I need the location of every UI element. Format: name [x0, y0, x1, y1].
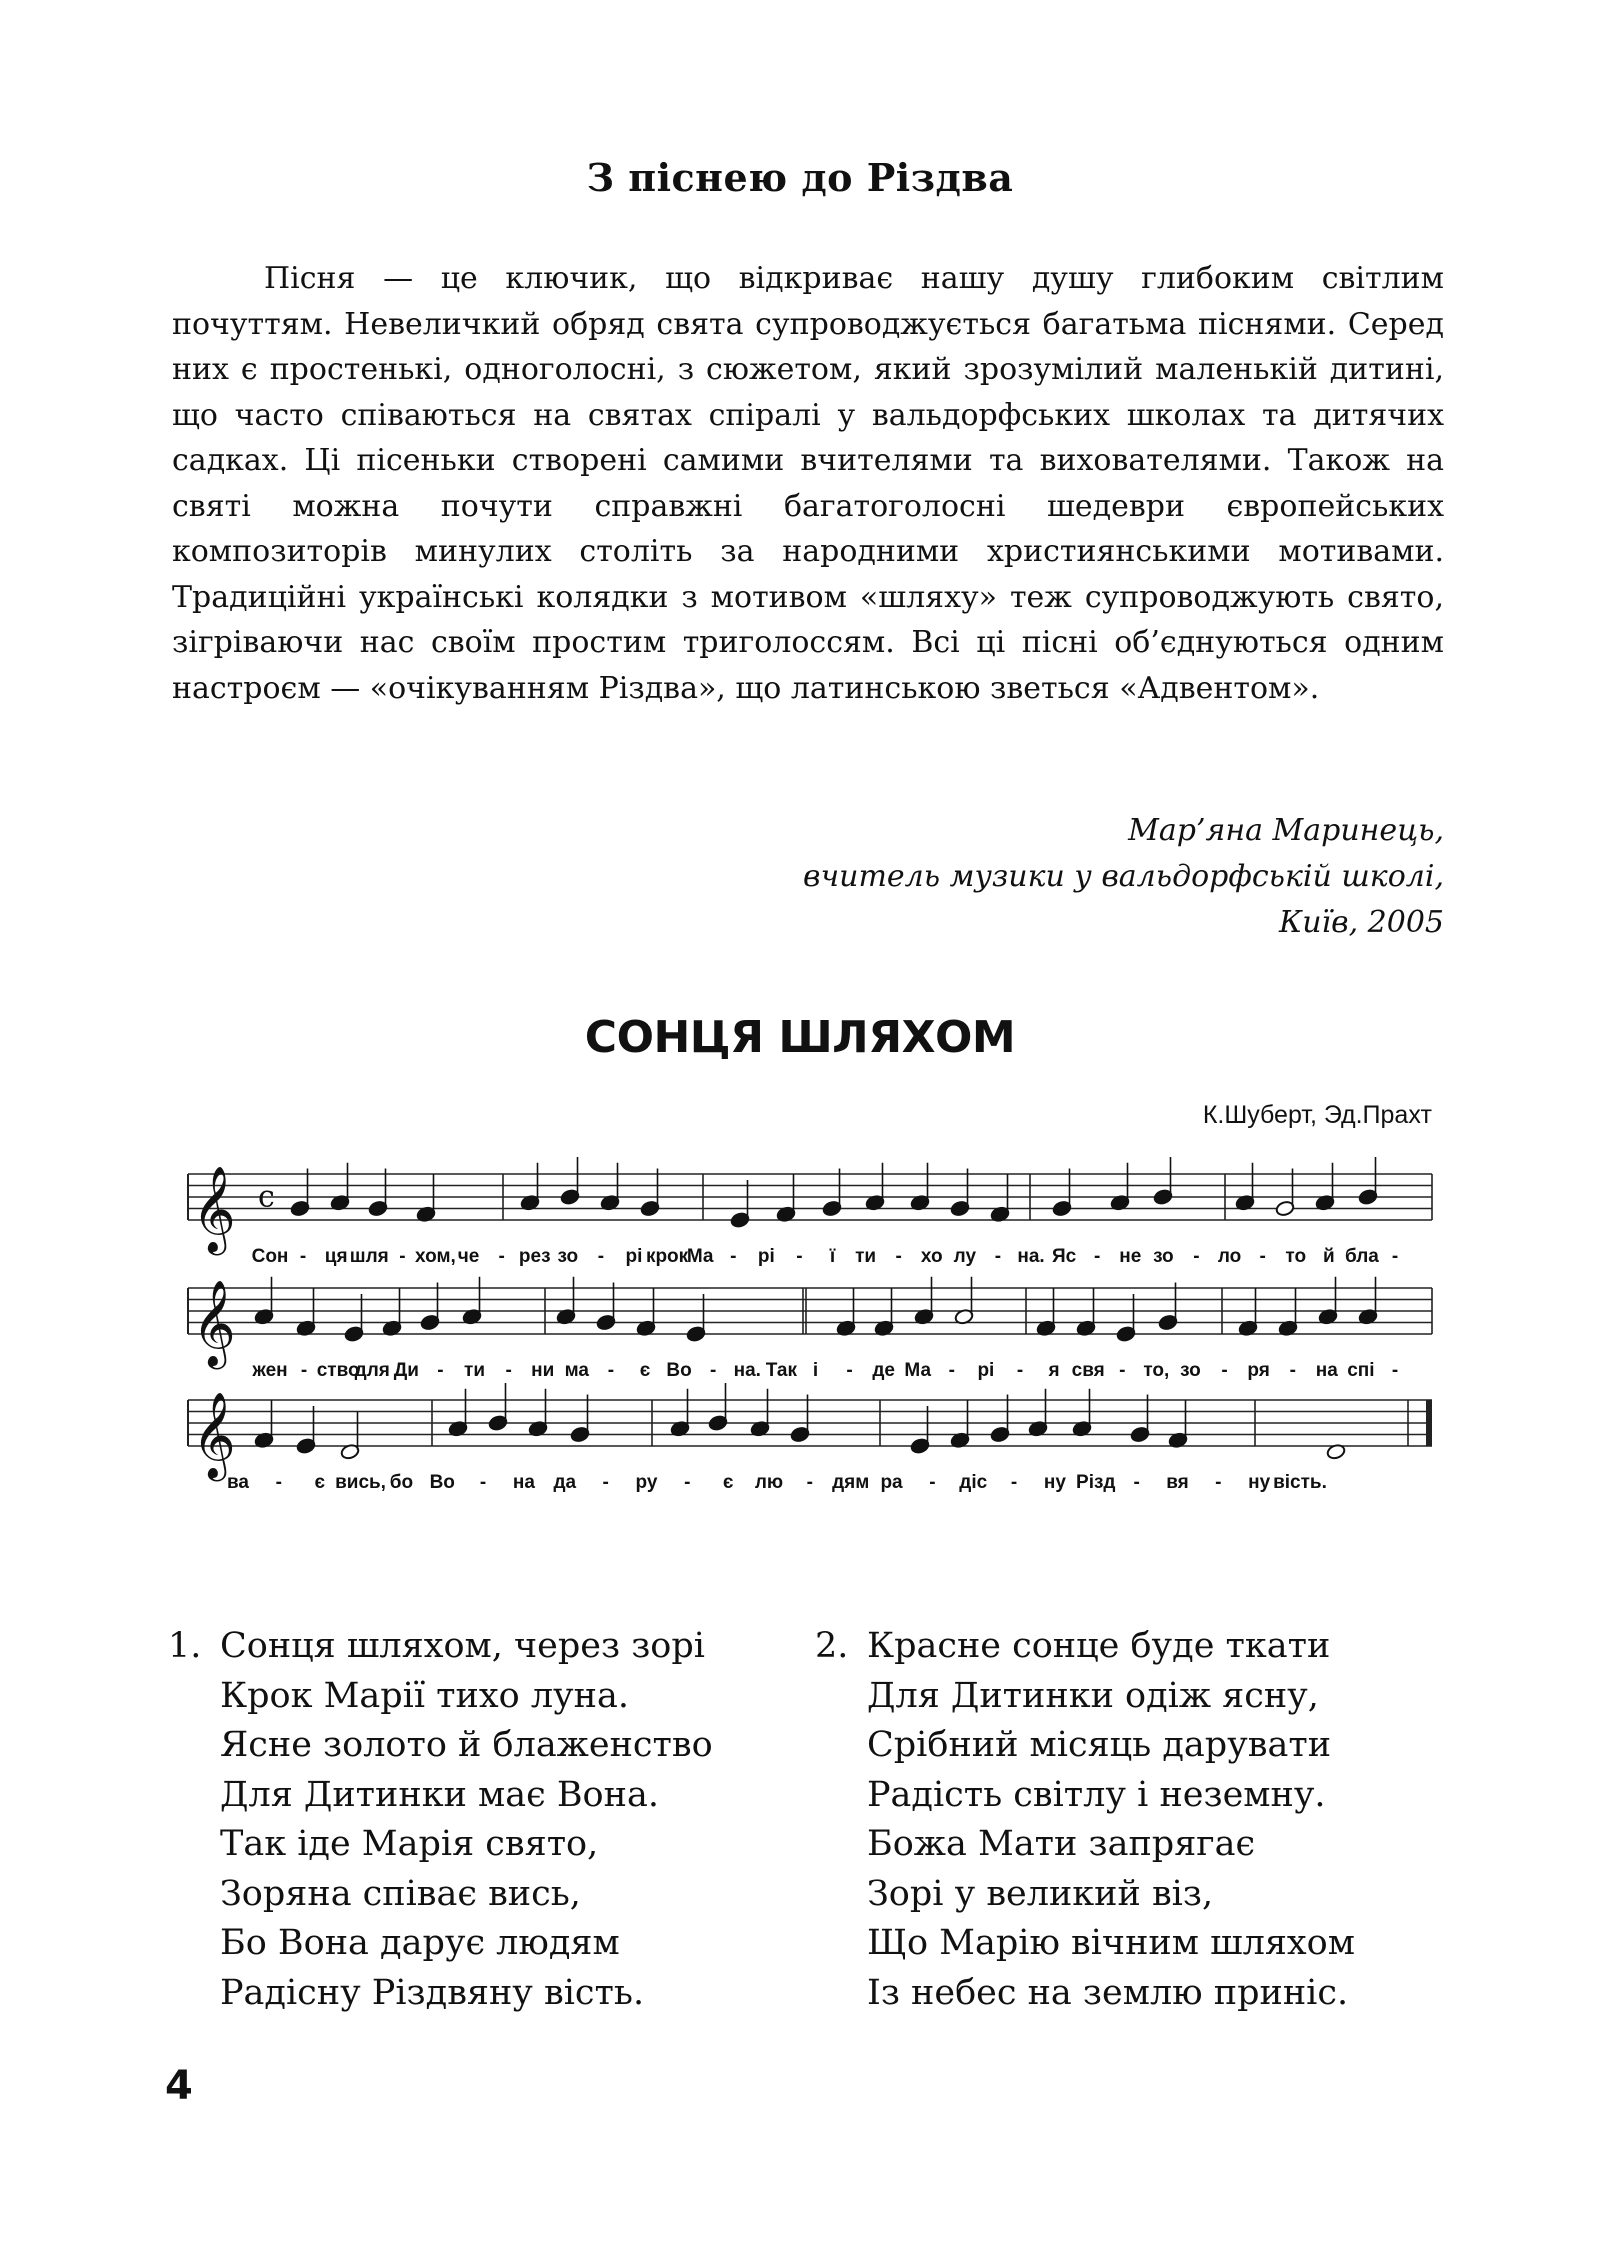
lyric-syllable: - — [1133, 1472, 1140, 1493]
intro-paragraph: Пісня — це ключик, що відкриває нашу душу глибоким світлим почуттям. Невеличкий обряд свята супроводжується багатьма піснями. Серед них є простенькі, одноголосні, з сюжетом, який зрозумілий маленькій дитині, що часто співаються на святах спіралі у вальдорфських школах та дитячих садках. Ці пісеньки створені самими вчителями та вихователями. Також на святі можна почути справжні багатоголосні шедеври європейських композиторів минулих століть за народними християнськими мотивами. Традиційні українські колядки з мотивом «шляху» теж супроводжують свято, зігріваючи нас своїм простим триголоссям. Всі ці пісні об’єднуються одним настроєм — «очікуванням Різдва», що латинською зветься «Адвентом». — [172, 261, 1444, 706]
lyric-syllable: - — [479, 1472, 487, 1493]
lyric-syllable: зо — [1180, 1360, 1201, 1381]
verse-line-text: Так іде Марія свято, — [220, 1824, 599, 1864]
lyric-syllable: - — [1215, 1472, 1222, 1493]
lyric-syllable: - — [597, 1246, 605, 1267]
lyric-syllable: - — [846, 1360, 853, 1381]
verse-line — [168, 1820, 713, 1870]
lyric-syllable: я — [1048, 1360, 1060, 1381]
lyric-syllable: ця — [324, 1246, 348, 1267]
lyric-syllable: лу — [953, 1246, 977, 1267]
lyric-syllable: - — [1259, 1246, 1266, 1267]
lyric-syllable: - — [1016, 1360, 1024, 1381]
verse-line — [168, 1919, 713, 1969]
verse-line-text: Крок Марії тихо луна. — [220, 1675, 629, 1716]
lyric-syllable: вість. — [1273, 1472, 1327, 1493]
lyric-syllable: хом, — [415, 1246, 456, 1267]
lyric-syllable: й — [1322, 1246, 1335, 1267]
lyric-syllable: вись, — [335, 1472, 386, 1493]
lyric-syllable: - — [796, 1246, 803, 1267]
score-staves — [188, 1157, 1432, 1493]
verse-line-text: Бо Вона дарує людям — [220, 1923, 620, 1963]
verse-line-text: Ясне золото й блаженство — [220, 1725, 713, 1765]
lyric-syllable: Ма — [686, 1246, 714, 1267]
lyric-syllable: - — [1221, 1360, 1228, 1381]
lyric-syllable: для — [354, 1360, 390, 1381]
verse-line-text: Що Марію вічним шляхом — [867, 1923, 1355, 1963]
author-name: Мар’яна Маринець, — [1128, 813, 1444, 848]
lyric-syllable: де — [872, 1360, 895, 1381]
time-signature: c — [258, 1179, 275, 1215]
lyric-syllable: ра — [880, 1472, 903, 1493]
lyric-syllable: - — [1119, 1360, 1126, 1381]
lyric-syllable: на — [1315, 1360, 1338, 1381]
verse-line — [168, 1672, 713, 1722]
verse-line-text: Срібний місяць дарувати — [867, 1725, 1332, 1765]
lyric-syllable: ство — [316, 1360, 360, 1381]
lyric-syllable: крок — [645, 1246, 689, 1267]
verse-line — [815, 1721, 1355, 1771]
lyric-syllable: ї — [829, 1246, 836, 1267]
lyric-syllable: жен — [252, 1360, 288, 1381]
verse-line — [168, 1870, 713, 1920]
lyric-syllable: на — [512, 1472, 535, 1493]
lyric-syllable: - — [437, 1360, 444, 1381]
lyric-syllable: - — [684, 1472, 691, 1493]
treble-clef-icon: 𝄞 — [192, 1280, 236, 1366]
verse-line-text: Із небес на землю приніс. — [867, 1972, 1349, 2013]
lyric-syllable: ни — [531, 1360, 555, 1381]
intro-text — [172, 256, 1444, 711]
final-bar-thick — [1426, 1400, 1432, 1446]
verse-line — [168, 1622, 713, 1672]
lyric-syllable: - — [1010, 1472, 1018, 1493]
lyric-syllable: Сон — [251, 1246, 289, 1267]
lyric-syllable: ти — [464, 1360, 486, 1381]
lyric-syllable: є — [722, 1472, 734, 1493]
music-score — [0, 1140, 1600, 1580]
lyric-syllable: - — [602, 1472, 609, 1493]
author-signature — [803, 808, 1444, 946]
lyric-syllable: - — [399, 1246, 406, 1267]
lyric-syllable: Во — [429, 1472, 455, 1493]
lyric-syllable: - — [505, 1360, 512, 1381]
lyric-syllable: бо — [389, 1472, 414, 1493]
verse-line-text: Радість світлу і неземну. — [867, 1774, 1326, 1815]
lyric-syllable: свя — [1071, 1360, 1105, 1381]
author-position: вчитель музики у вальдорфській школі, — [803, 859, 1444, 894]
verse-number: 1. — [168, 1626, 202, 1666]
lyric-syllable: на. — [1017, 1246, 1045, 1267]
verse-line-text: Зорі у великий віз, — [867, 1873, 1214, 1914]
verse-line — [815, 1672, 1355, 1722]
lyric-syllable: ма — [564, 1360, 590, 1381]
author-place-year: Київ, 2005 — [1278, 905, 1444, 940]
lyric-syllable: дям — [832, 1472, 870, 1493]
verse-line-text: Красне сонце буде ткати — [867, 1626, 1331, 1666]
lyric-syllable: Во — [666, 1360, 692, 1381]
lyric-syllable: - — [299, 1246, 307, 1267]
lyric-syllable: не — [1119, 1246, 1142, 1267]
lyric-syllable: спі — [1347, 1360, 1375, 1381]
lyric-syllable: є — [639, 1360, 651, 1381]
lyric-syllable: - — [929, 1472, 936, 1493]
verse-number: 2. — [815, 1626, 849, 1666]
lyric-syllable: - — [895, 1246, 902, 1267]
lyric-syllable: - — [1289, 1360, 1296, 1381]
verse-line — [815, 1820, 1355, 1870]
verse-line-text: Радісну Різдвяну вість. — [220, 1972, 645, 2013]
lyric-syllable: Так — [765, 1360, 797, 1381]
lyric-syllable: Різд — [1076, 1472, 1116, 1493]
lyric-syllable: - — [710, 1360, 717, 1381]
verse-line — [168, 1721, 713, 1771]
lyric-syllable: Ди — [393, 1360, 419, 1381]
lyric-syllable: че — [457, 1246, 480, 1267]
song-title: СОНЦЯ ШЛЯХОМ — [584, 1012, 1016, 1063]
verse-line — [815, 1969, 1355, 2019]
lyric-syllable: ру — [635, 1472, 658, 1493]
lyric-syllable: ря — [1247, 1360, 1270, 1381]
verse-line — [168, 1969, 713, 2019]
lyric-syllable: шля — [349, 1246, 389, 1267]
lyric-syllable: зо — [1153, 1246, 1174, 1267]
lyric-syllable: рез — [518, 1246, 551, 1267]
lyric-syllable: - — [498, 1246, 505, 1267]
lyric-syllable: - — [300, 1360, 308, 1381]
lyric-syllable: - — [1193, 1246, 1200, 1267]
lyric-syllable: - — [994, 1246, 1002, 1267]
verse-line-text: Для Дитинки одіж ясну, — [867, 1675, 1319, 1716]
verse-line — [168, 1771, 713, 1821]
verse-line-text: Сонця шляхом, через зорі — [220, 1626, 705, 1666]
lyric-syllable: - — [607, 1360, 615, 1381]
verse-line-text: Зоряна співає вись, — [220, 1873, 581, 1914]
lyric-syllable: рі — [977, 1360, 995, 1381]
lyric-syllable: - — [948, 1360, 955, 1381]
verse-line-text: Для Дитинки має Вона. — [220, 1774, 659, 1815]
lyric-syllable: ти — [855, 1246, 877, 1267]
lyric-syllable: ну — [1043, 1472, 1066, 1493]
lyric-syllable: ва — [227, 1472, 249, 1493]
lyric-syllable: - — [275, 1472, 283, 1493]
verse-line — [815, 1919, 1355, 1969]
lyric-syllable: є — [314, 1472, 325, 1493]
section-title: З піснею до Різдва — [586, 155, 1014, 200]
song-composer: К.Шуберт, Эд.Прахт — [1202, 1101, 1432, 1129]
lyric-syllable: рі — [625, 1246, 643, 1267]
lyric-syllable: хо — [920, 1246, 943, 1267]
lyric-syllable: вя — [1166, 1472, 1189, 1493]
lyric-syllable: лю — [754, 1472, 784, 1493]
lyric-syllable: рі — [757, 1246, 775, 1267]
verse-line — [815, 1622, 1355, 1672]
lyric-syllable: бла — [1344, 1246, 1379, 1267]
lyric-syllable: ну — [1248, 1472, 1271, 1493]
lyric-syllable: - — [1391, 1246, 1399, 1267]
verse-line — [815, 1771, 1355, 1821]
lyric-syllable: то — [1285, 1246, 1307, 1267]
lyric-syllable: зо — [557, 1246, 579, 1267]
lyric-syllable: да — [553, 1472, 577, 1493]
treble-clef-icon: 𝄞 — [192, 1166, 236, 1252]
verse-1 — [168, 1622, 713, 2018]
lyric-syllable: то, — [1143, 1360, 1170, 1381]
lyric-syllable: - — [806, 1472, 814, 1493]
lyric-syllable: - — [1094, 1246, 1101, 1267]
lyric-syllable: - — [1391, 1360, 1399, 1381]
lyric-syllable: ло — [1217, 1246, 1242, 1267]
lyric-syllable: на. — [733, 1360, 761, 1381]
verse-line-text: Божа Мати запрягає — [867, 1824, 1256, 1864]
lyric-syllable: Ма — [904, 1360, 932, 1381]
lyric-syllable: і — [812, 1360, 819, 1381]
verse-2 — [815, 1622, 1355, 2018]
lyric-syllable: діс — [959, 1472, 988, 1493]
treble-clef-icon: 𝄞 — [192, 1392, 236, 1478]
verse-line — [815, 1870, 1355, 1920]
page-number: 4 — [165, 2063, 193, 2109]
lyric-syllable: - — [730, 1246, 737, 1267]
lyric-syllable: Яс — [1052, 1246, 1077, 1267]
